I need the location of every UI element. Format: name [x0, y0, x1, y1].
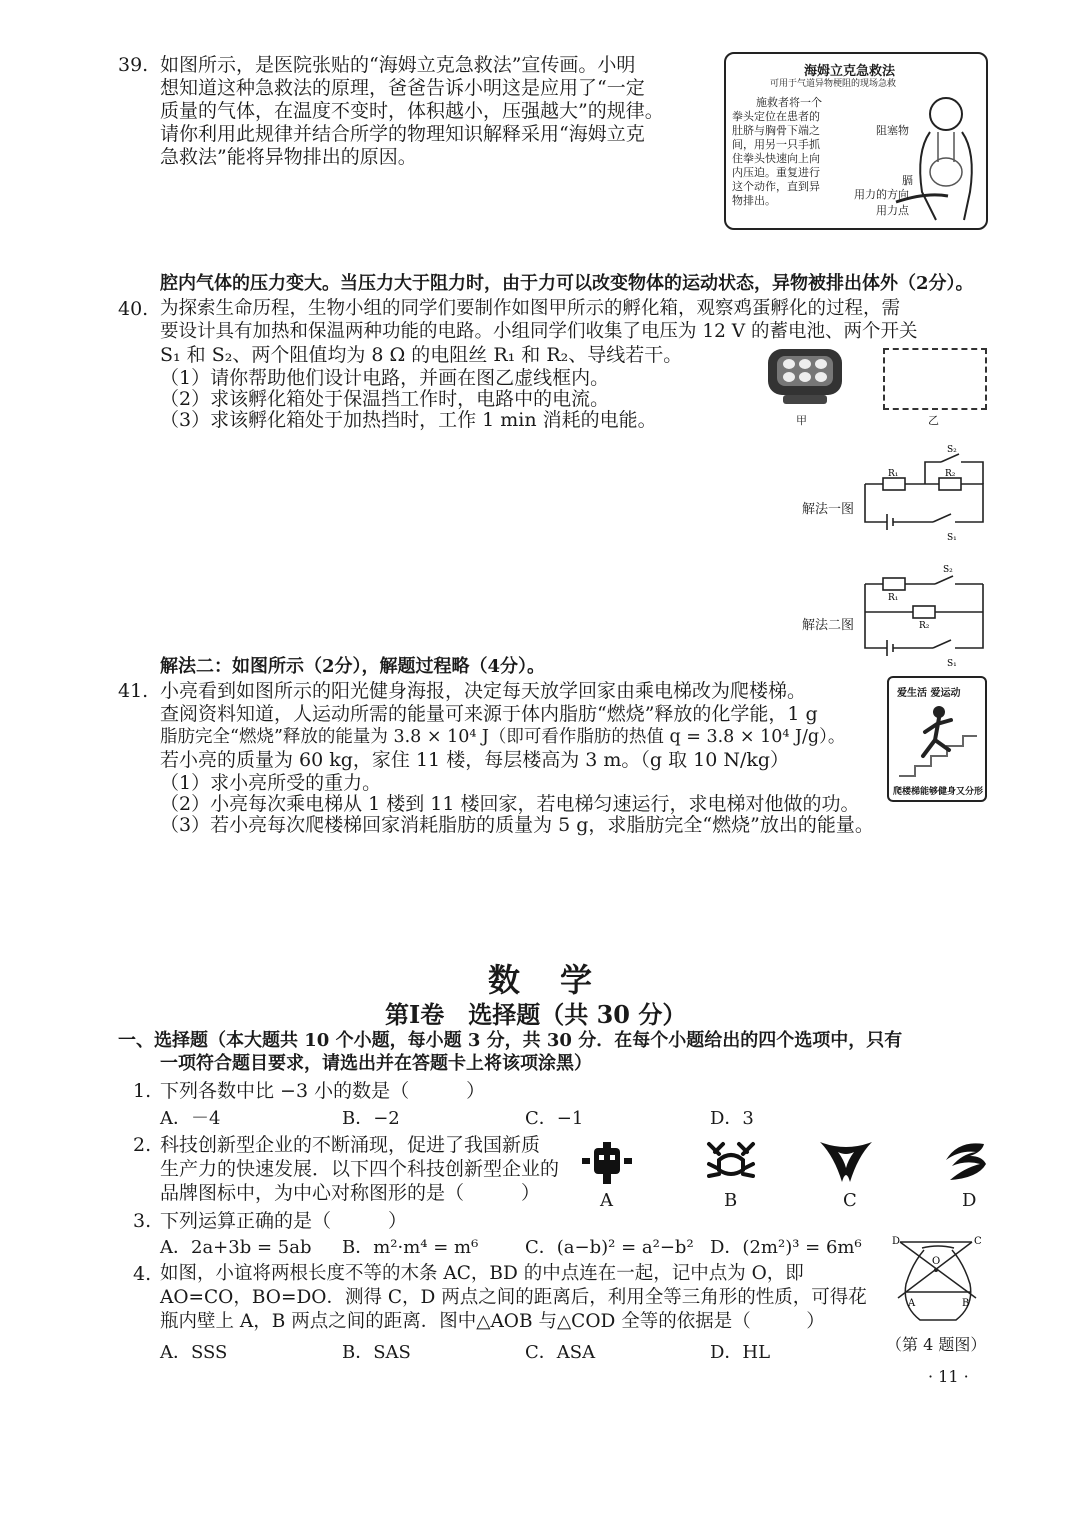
math-q2-number: 2. [133, 1134, 152, 1156]
section-heading: 一项符合题目要求，请选出并在答题卡上将该项涂黑） [160, 1053, 592, 1074]
logo-option-a: A [600, 1190, 613, 1211]
math-q4-option-c: C．ASA [525, 1342, 596, 1363]
fitness-poster [887, 676, 987, 802]
circuit-dashed-box [883, 348, 987, 410]
math-q2-line: 生产力的快速发展．以下四个科技创新型企业的 [160, 1158, 560, 1180]
math-q2-line: 科技创新型企业的不断涌现，促进了我国新质 [160, 1134, 541, 1156]
math-q4-option-a: A．SSS [160, 1342, 228, 1363]
math-q4-line: 如图，小谊将两根长度不等的木条 AC，BD 的中点连在一起，记中点为 O，即 [160, 1263, 804, 1284]
q41-line: 若小亮的质量为 60 kg，家住 11 楼，每层楼高为 3 m。（g 取 10 N/kg） [160, 749, 790, 771]
poster-body-line: 这个动作，直到异 [732, 180, 820, 193]
math-title: 数学 [488, 961, 633, 999]
vase-figure [892, 1234, 984, 1326]
vase-label-d: D [892, 1236, 901, 1247]
q39-line: 请你利用此规律并结合所学的物理知识解释采用“海姆立克 [160, 123, 645, 145]
poster-body-line: 内压迫。重复进行 [732, 166, 820, 179]
math-q3-option-c: C．(a−b)² = a²−b² [525, 1237, 694, 1258]
sol1-r1-label: R₁ [888, 469, 899, 479]
math-q3-number: 3. [133, 1210, 152, 1232]
q41-sub: （1）求小亮所受的重力。 [160, 772, 382, 794]
solution2-circuit [855, 562, 990, 672]
fig-label-jia: 甲 [796, 414, 807, 427]
q41-sub: （2）小亮每次乘电梯从 1 楼到 11 楼回家，若电梯匀速运行，求电梯对他做的功。 [160, 793, 860, 815]
sol2-r2-label: R₂ [919, 621, 930, 631]
q39-line: 急救法”能将异物排出的原因。 [160, 146, 417, 168]
fitness-poster-top: 爱生活 爱运动 [897, 688, 961, 699]
math-q4-line: 瓶内壁上 A，B 两点之间的距离．图中△AOB 与△COD 全等的依据是（ ） [160, 1311, 825, 1332]
page-number: · 11 · [928, 1367, 969, 1386]
q40-sub: （2）求该孵化箱处于保温挡工作时，电路中的电流。 [160, 388, 610, 410]
math-q1-number: 1. [133, 1080, 152, 1102]
q41-line: 小亮看到如图所示的阳光健身海报，决定每天放学回家由乘电梯改为爬楼梯。 [160, 680, 807, 702]
sol2-r1-label: R₁ [888, 593, 899, 603]
logo-d-swirl-icon [940, 1138, 988, 1184]
label-diaphragm: 膈 [902, 174, 913, 187]
vase-label-b: B [962, 1298, 970, 1309]
q39-number: 39. [118, 54, 149, 76]
math-q3-option-b: B．m²·m⁴ = m⁶ [342, 1237, 479, 1258]
poster-body-line: 间，用另一只手抓 [732, 138, 820, 151]
vase-label-o: O [932, 1256, 941, 1267]
vase-label-a: A [908, 1298, 916, 1309]
q39-line: 想知道这种急救法的原理，爸爸告诉小明这是应用了“一定 [160, 77, 645, 99]
math-q1-option-d: D．3 [710, 1108, 754, 1129]
incubator-illustration [765, 345, 845, 407]
sol2-s2-label: S₂ [943, 565, 953, 575]
solution1-circuit [855, 440, 990, 550]
fig-label-yi: 乙 [928, 414, 939, 427]
poster-body-line: 施救者将一个 [756, 96, 822, 109]
q41-number: 41. [118, 680, 149, 702]
q41-sub: （3）若小亮每次爬楼梯回家消耗脂肪的质量为 5 g，求脂肪完全“燃烧”放出的能量。 [160, 814, 874, 836]
sol2-s1-label: S₁ [947, 659, 957, 669]
math-q1-option-a: A．－4 [160, 1108, 221, 1129]
q40-sub: （1）请你帮助他们设计电路，并画在图乙虚线框内。 [160, 367, 610, 389]
math-q3-option-d: D．(2m²)³ = 6m⁶ [710, 1237, 862, 1258]
label-force-point: 用力点 [876, 204, 909, 217]
q39-line: 质量的气体，在温度不变时，体积越小，压强越大”的规律。 [160, 100, 664, 122]
human-figure-illustration [876, 92, 980, 222]
math-q1-option-b: B．−2 [342, 1108, 400, 1129]
logo-option-c: C [843, 1190, 857, 1211]
logo-option-b: B [724, 1190, 738, 1211]
solution1-label: 解法一图 [802, 502, 855, 517]
fitness-poster-bottom: 爬楼梯能够健身又分形 [893, 787, 984, 797]
label-obstruction: 阻塞物 [876, 124, 909, 137]
logo-b-crab-icon [703, 1138, 759, 1184]
math-q4-option-d: D．HL [710, 1342, 771, 1363]
q40-sub: （3）求该孵化箱处于加热挡时，工作 1 min 消耗的电能。 [160, 409, 657, 431]
q41-line: 脂肪完全“燃烧”释放的能量为 3.8 × 10⁴ J（即可看作脂肪的热值 q = 3.8 × 10⁴ J/g）。 [160, 727, 846, 747]
runner-illustration [895, 700, 979, 780]
math-q4-line: AO=CO，BO=DO．测得 C，D 两点之间的距离后，利用全等三角形的性质，可得花 [160, 1287, 867, 1308]
q40-line: 为探索生命历程，生物小组的同学们要制作如图甲所示的孵化箱，观察鸡蛋孵化的过程，需 [160, 298, 901, 319]
math-q3-stem: 下列运算正确的是（ ） [160, 1210, 408, 1232]
math-q1-stem: 下列各数中比 −3 小的数是（ ） [160, 1080, 486, 1102]
math-q2-line: 品牌图标中，为中心对称图形的是（ ） [160, 1182, 541, 1204]
math-q1-option-c: C．−1 [525, 1108, 584, 1129]
section-heading: 一、选择题（本大题共 10 个小题，每小题 3 分，共 30 分．在每个小题给出的四个选项中，只有 [118, 1030, 903, 1051]
math-subtitle: 第Ⅰ卷 选择题（共 30 分） [385, 1000, 687, 1029]
poster-subtitle: 可用于气道异物梗阻的现场急救 [770, 79, 897, 89]
label-force-direction: 用力的方向 [854, 188, 909, 201]
q39-answer: 腔内气体的压力变大。当压力大于阻力时，由于力可以改变物体的运动状态，异物被排出体外（2分）。 [160, 273, 974, 294]
q39-line: 如图所示，是医院张贴的“海姆立克急救法”宣传画。小明 [160, 54, 636, 76]
logo-option-d: D [962, 1190, 977, 1211]
sol1-r2-label: R₂ [945, 469, 956, 479]
q40-line: 要设计具有加热和保温两种功能的电路。小组同学们收集了电压为 12 V 的蓄电池、两个开关 [160, 321, 918, 342]
logo-a-robot-icon [578, 1140, 636, 1188]
poster-body-line: 肚脐与胸骨下端之 [732, 124, 820, 137]
vase-label-c: C [974, 1236, 982, 1247]
math-q4-number: 4. [133, 1263, 152, 1285]
poster-body-line: 拳头定位在患者的 [732, 110, 820, 123]
heimlich-poster [724, 52, 988, 230]
math-q3-option-a: A．2a+3b = 5ab [160, 1237, 312, 1258]
logo-c-triangle-icon [818, 1138, 874, 1184]
poster-body-line: 物排出。 [732, 194, 776, 207]
q40-line: S₁ 和 S₂、两个阻值均为 8 Ω 的电阻丝 R₁ 和 R₂、导线若干。 [160, 344, 683, 366]
q41-line: 查阅资料知道，人运动所需的能量可来源于体内脂肪“燃烧”释放的化学能，1 g [160, 703, 818, 725]
poster-body-line: 住拳头快速向上向 [732, 152, 820, 165]
q40-answer: 解法二：如图所示（2分），解题过程略（4分）。 [160, 656, 546, 677]
poster-title: 海姆立克急救法 [804, 64, 896, 79]
q40-number: 40. [118, 298, 149, 320]
vase-caption: （第 4 题图） [886, 1335, 987, 1354]
solution2-label: 解法二图 [802, 618, 855, 633]
math-q4-option-b: B．SAS [342, 1342, 411, 1363]
sol1-s2-label: S₂ [947, 445, 957, 455]
sol1-s1-label: S₁ [947, 533, 957, 543]
